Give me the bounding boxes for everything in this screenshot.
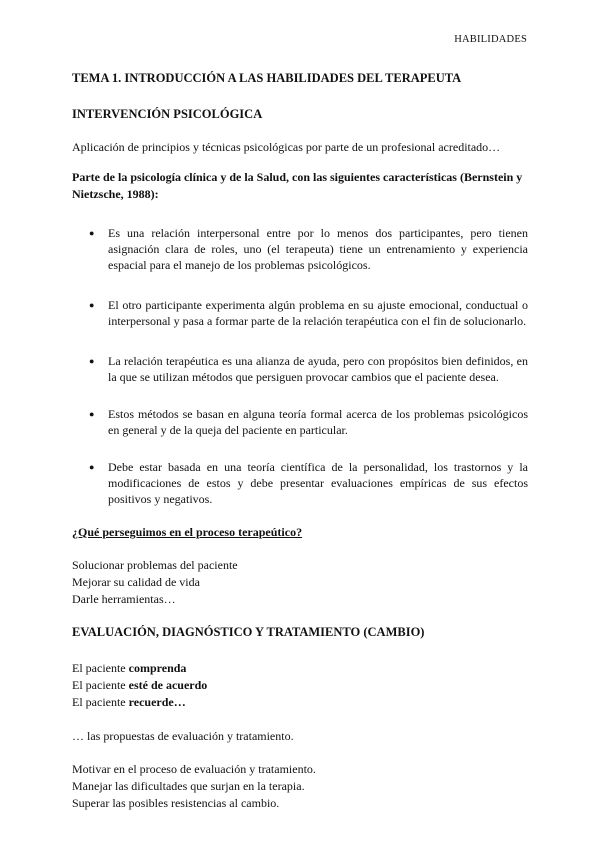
proposals-line: … las propuestas de evaluación y tratamiento. <box>72 729 294 743</box>
final-line: Superar las posibles resistencias al cambio. <box>72 796 280 810</box>
patient-line-prefix: El paciente <box>72 678 129 692</box>
list-item-text: Es una relación interpersonal entre por lo menos dos participantes, pero tienen asignación clara de roles, uno (el terapeuta) tiene un entrenamiento y experiencia espacial para el manejo de los problemas psicológicos. <box>108 226 528 272</box>
document-title: TEMA 1. INTRODUCCIÓN A LAS HABILIDADES DEL TERAPEUTA <box>72 71 462 85</box>
patient-line-emphasis: comprenda <box>128 661 187 675</box>
section-heading-intervencion: INTERVENCIÓN PSICOLÓGICA <box>72 107 263 121</box>
patient-line-emphasis: esté de acuerdo <box>128 678 208 692</box>
goal-line: Mejorar su calidad de vida <box>72 575 200 589</box>
list-item <box>72 406 528 438</box>
list-item-text: La relación terapéutica es una alianza de ayuda, pero con propósitos bien definidos, en la que se utilizan métodos que persiguen provocar cambios que el paciente desea. <box>108 354 528 384</box>
goals-list <box>72 557 528 608</box>
goal-line: Darle herramientas… <box>72 592 176 606</box>
bullet-icon: ● <box>89 462 95 472</box>
question-heading: ¿Qué perseguimos en el proceso terapeútico? <box>72 525 303 539</box>
patient-line-emphasis: recuerde… <box>128 695 186 709</box>
final-line: Motivar en el proceso de evaluación y tratamiento. <box>72 762 316 776</box>
list-item-text: Estos métodos se basan en alguna teoría formal acerca de los problemas psicológicos en general y de la queja del paciente en particular. <box>108 407 528 437</box>
patient-line <box>72 694 528 711</box>
bullet-icon: ● <box>89 356 95 366</box>
patient-line <box>72 660 528 677</box>
list-item <box>72 225 528 273</box>
list-item-text: El otro participante experimenta algún problema en su ajuste emocional, conductual o interpersonal y pasa a formar parte de la relación terapéutica con el fin de solucionarlo. <box>108 298 528 328</box>
running-header: HABILIDADES <box>454 34 527 45</box>
characteristics-lead: Parte de la psicología clínica y de la Salud, con las siguientes características (Bernstein y Nietzsche, 1988): <box>72 170 523 201</box>
intro-paragraph: Aplicación de principios y técnicas psicológicas por parte de un profesional acreditado… <box>72 140 501 154</box>
bullet-icon: ● <box>89 228 95 238</box>
bullet-icon: ● <box>89 409 95 419</box>
patient-lines <box>72 660 528 711</box>
document-page <box>72 70 528 812</box>
characteristics-list <box>72 225 528 507</box>
final-line: Manejar las dificultades que surjan en la terapia. <box>72 779 305 793</box>
section-heading-evaluacion: EVALUACIÓN, DIAGNÓSTICO Y TRATAMIENTO (CAMBIO) <box>72 625 425 639</box>
patient-line-prefix: El paciente <box>72 695 129 709</box>
goal-line: Solucionar problemas del paciente <box>72 558 238 572</box>
list-item <box>72 353 528 385</box>
list-item <box>72 459 528 507</box>
bullet-icon: ● <box>89 300 95 310</box>
patient-line <box>72 677 528 694</box>
list-item <box>72 297 528 329</box>
list-item-text: Debe estar basada en una teoría científica de la personalidad, los trastornos y la modificaciones de estos y debe presentar evaluaciones empíricas de sus efectos positivos y negativos. <box>108 460 528 506</box>
patient-line-prefix: El paciente <box>72 661 129 675</box>
final-lines <box>72 761 528 812</box>
